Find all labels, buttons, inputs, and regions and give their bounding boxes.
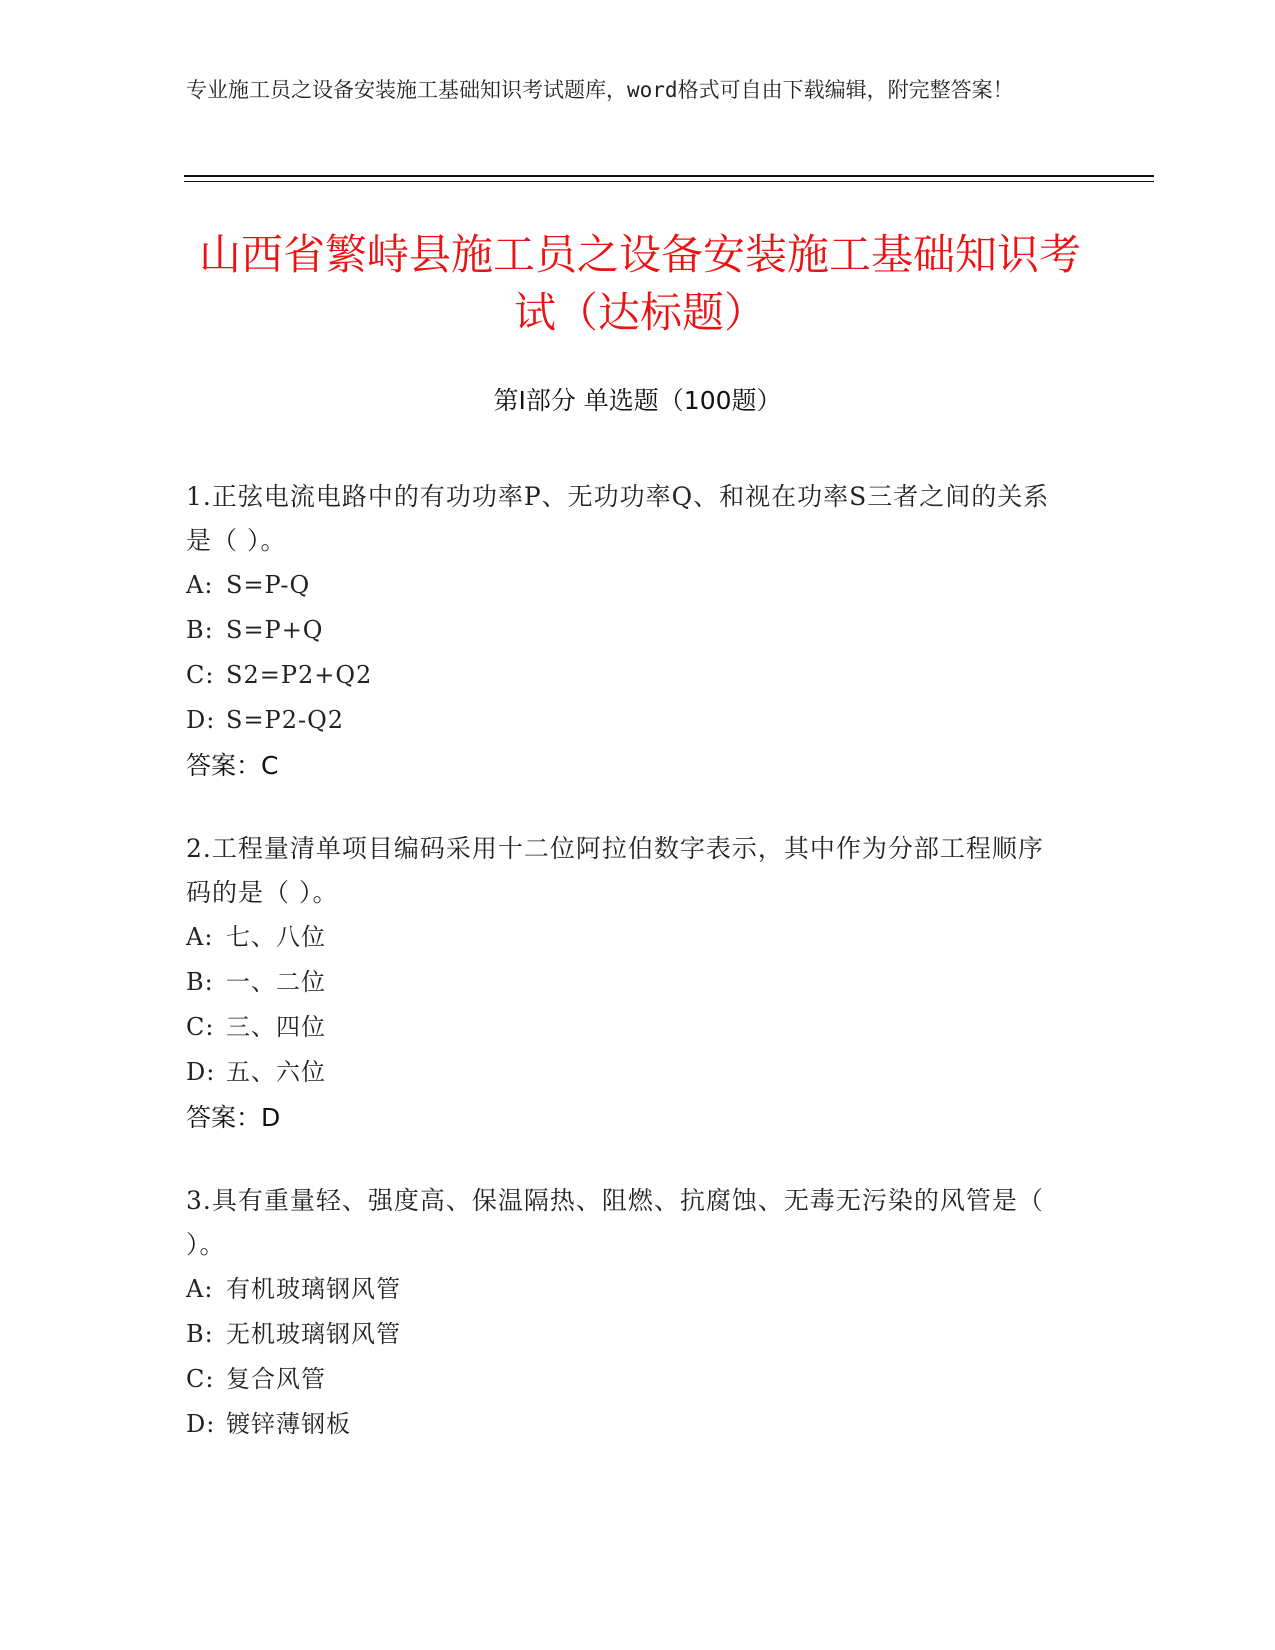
option-letter: B:: [186, 616, 214, 644]
option-letter: B:: [186, 1320, 214, 1348]
question-list: [186, 475, 1066, 1485]
header-rule-thin: [184, 181, 1154, 182]
option-text: S2=P2+Q2: [226, 661, 373, 689]
option-text: 三、四位: [226, 1013, 326, 1041]
option-d: [186, 698, 1066, 743]
option-letter: A:: [186, 923, 214, 951]
option-letter: D:: [186, 1058, 216, 1086]
option-letter: A:: [186, 1275, 214, 1303]
question-stem: 2.工程量清单项目编码采用十二位阿拉伯数字表示，其中作为分部工程顺序码的是（ ）。: [186, 834, 1044, 907]
option-text: 有机玻璃钢风管: [226, 1275, 401, 1303]
option-text: S=P+Q: [226, 616, 324, 644]
question-1: [186, 475, 1066, 789]
option-text: 七、八位: [226, 923, 326, 951]
option-b: [186, 608, 1066, 653]
option-c: [186, 653, 1066, 698]
question-2: [186, 827, 1066, 1141]
header-rule-thick: [184, 175, 1154, 177]
option-b: [186, 960, 1066, 1005]
question-3: [186, 1179, 1066, 1447]
option-a: [186, 563, 1066, 608]
option-c: [186, 1357, 1066, 1402]
section-title: 第Ⅰ部分 单选题（100题）: [493, 386, 782, 415]
option-b: [186, 1312, 1066, 1357]
option-letter: C:: [186, 661, 215, 689]
document-title: 山西省繁峙县施工员之设备安装施工基础知识考试（达标题）: [198, 230, 1081, 337]
answer: 答案：C: [186, 751, 279, 780]
option-letter: B:: [186, 968, 214, 996]
option-text: 五、六位: [226, 1058, 326, 1086]
option-letter: A:: [186, 571, 214, 599]
option-text: S=P-Q: [226, 571, 311, 599]
option-c: [186, 1005, 1066, 1050]
option-d: [186, 1050, 1066, 1095]
header-note: 专业施工员之设备安装施工基础知识考试题库，word格式可自由下载编辑，附完整答案！: [186, 78, 1014, 102]
option-text: S=P2-Q2: [226, 706, 345, 734]
question-stem: 3.具有重量轻、强度高、保温隔热、阻燃、抗腐蚀、无毒无污染的风管是（ ）。: [186, 1186, 1044, 1259]
option-a: [186, 1267, 1066, 1312]
option-letter: D:: [186, 706, 216, 734]
option-letter: C:: [186, 1365, 215, 1393]
answer: 答案：D: [186, 1103, 281, 1132]
option-letter: D:: [186, 1410, 216, 1438]
option-text: 镀锌薄钢板: [226, 1410, 351, 1438]
option-d: [186, 1402, 1066, 1447]
option-text: 复合风管: [226, 1365, 326, 1393]
option-text: 无机玻璃钢风管: [226, 1320, 401, 1348]
option-text: 一、二位: [226, 968, 326, 996]
option-a: [186, 915, 1066, 960]
option-letter: C:: [186, 1013, 215, 1041]
question-stem: 1.正弦电流电路中的有功功率P、无功功率Q、和视在功率S三者之间的关系是（ ）。: [186, 482, 1050, 555]
